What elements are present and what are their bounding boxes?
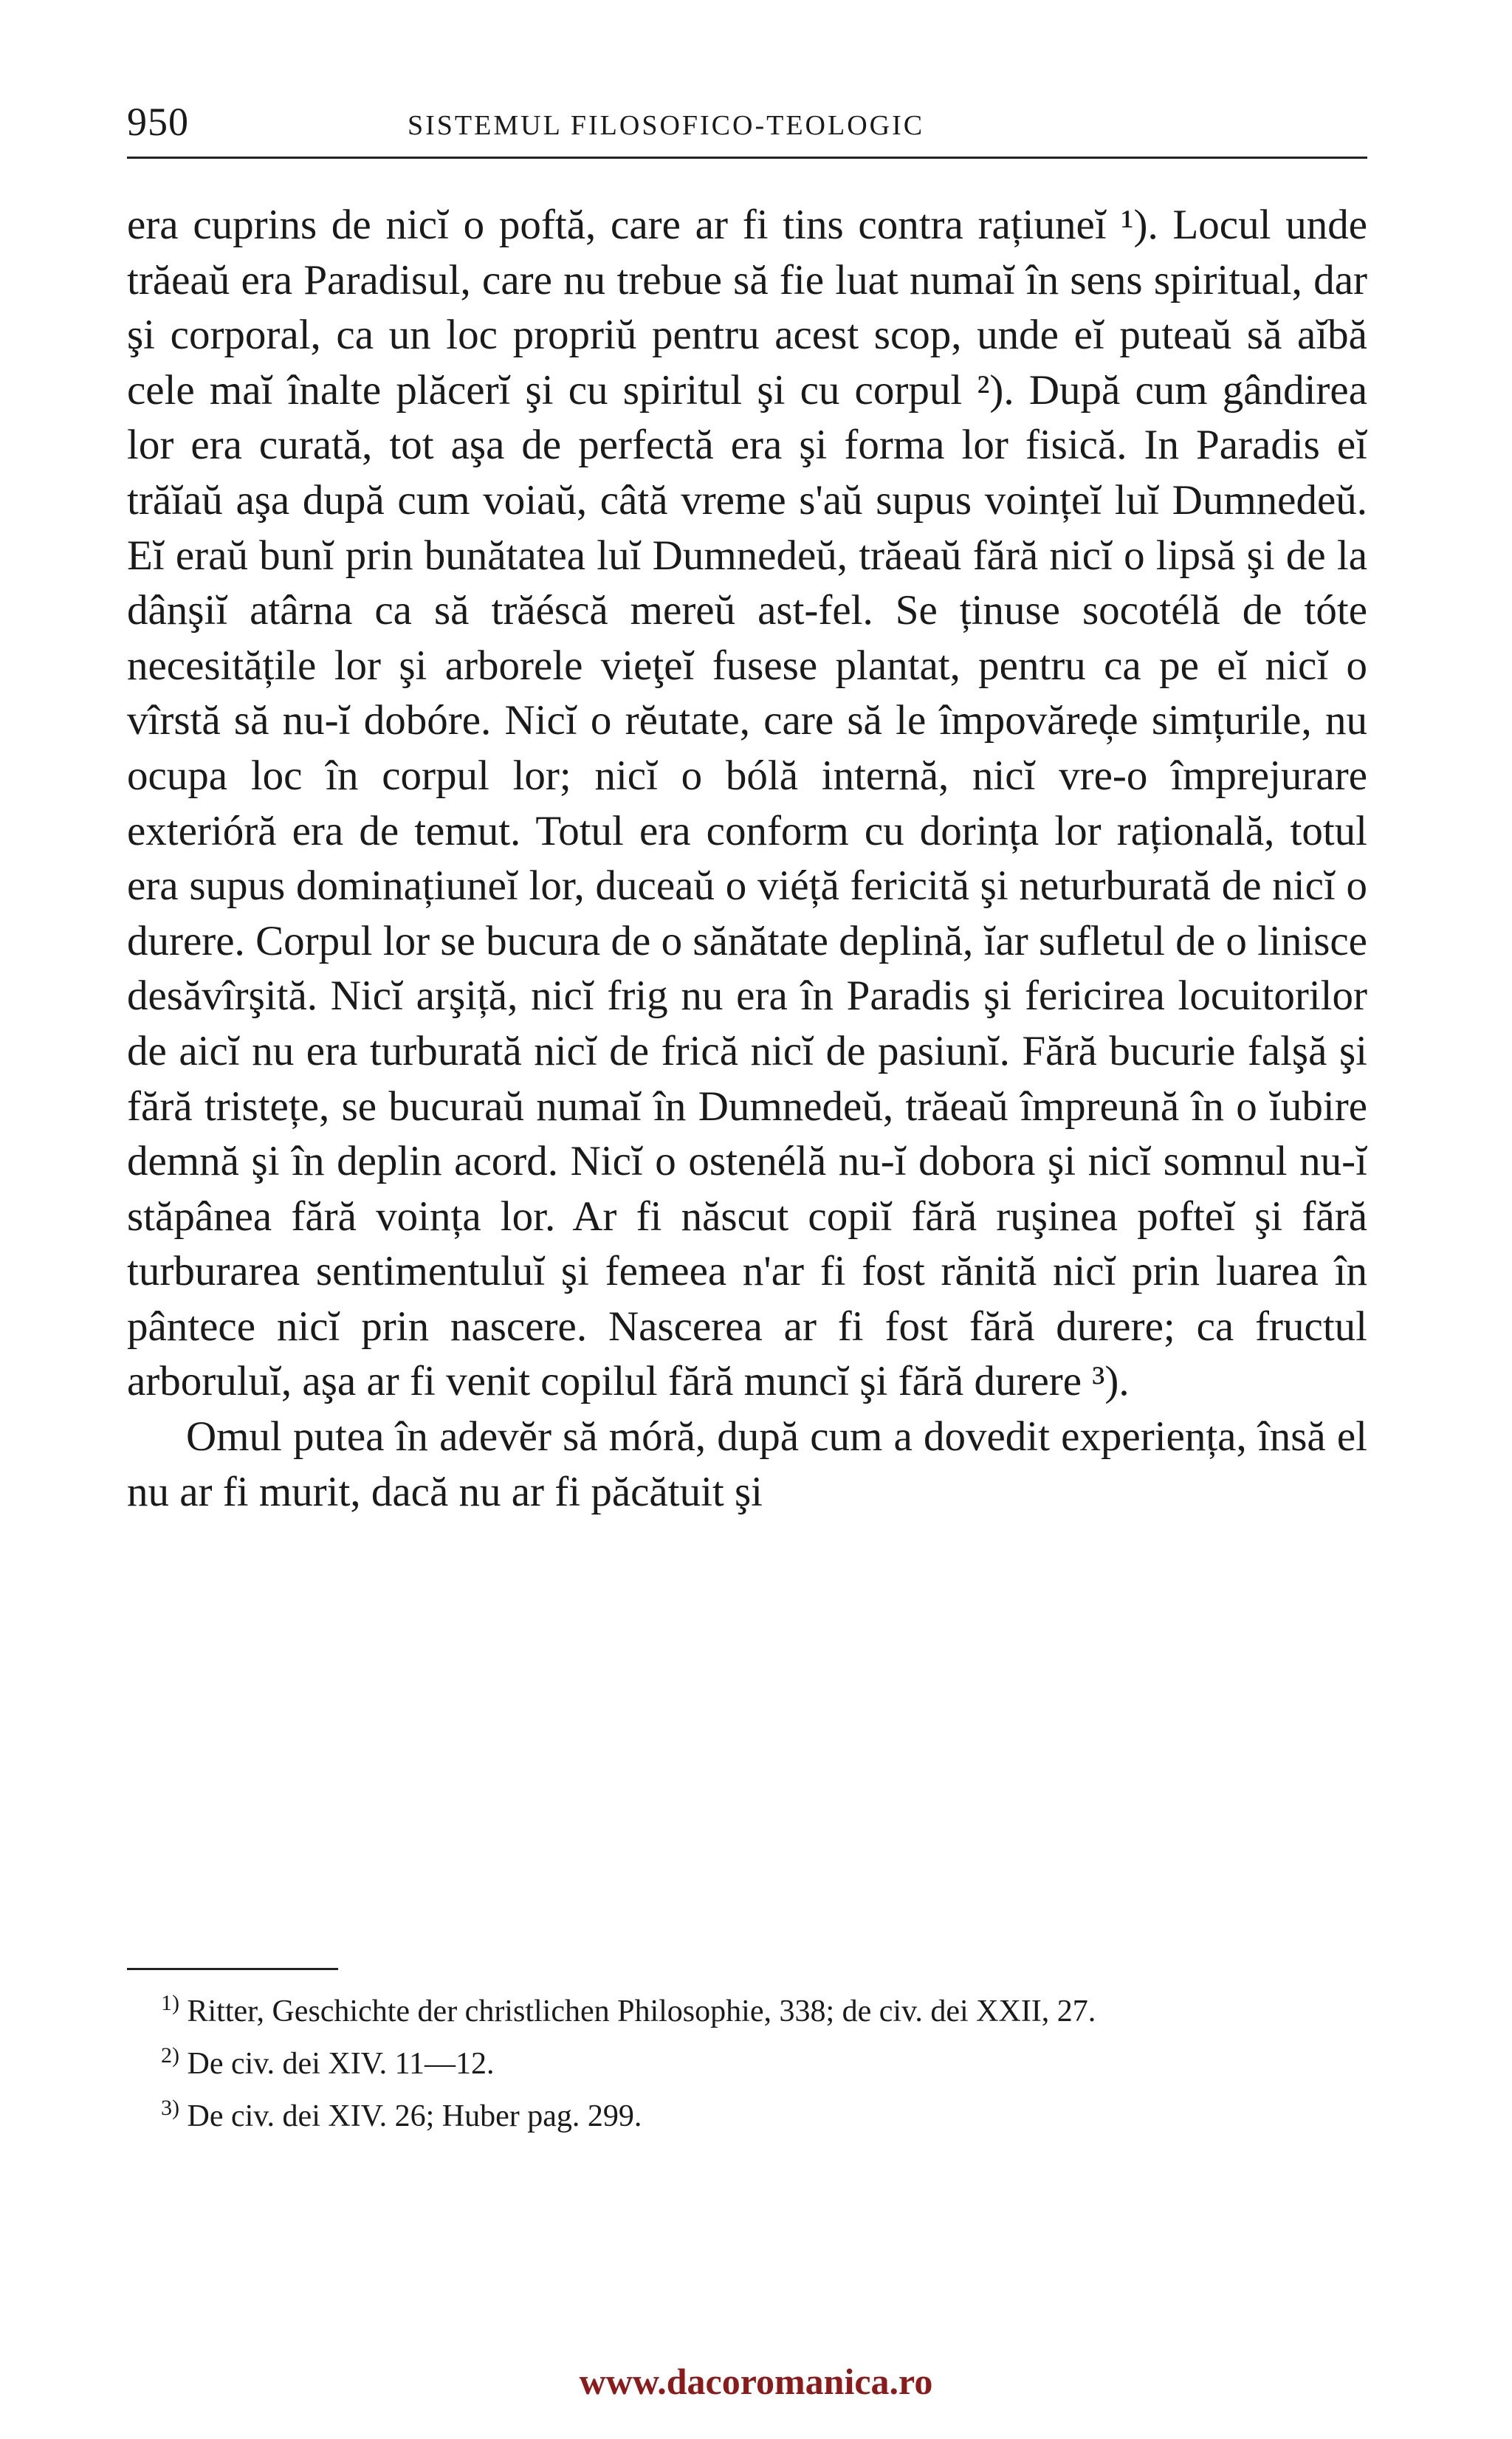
footnote-3 xyxy=(127,2095,1367,2138)
page-header xyxy=(127,90,1367,159)
main-text xyxy=(127,198,1367,1520)
footnotes xyxy=(127,1990,1367,2147)
footnote-2 xyxy=(127,2042,1367,2086)
watermark-link[interactable]: www.dacoromanica.ro xyxy=(579,2361,933,2402)
footnote-separator xyxy=(127,1968,338,1970)
paragraph-1: era cuprins de nicĭ o poftă, care ar fi tins contra rațiuneĭ ¹). Locul unde trăeaŭ era Paradisul, care nu trebue să fie luat numaĭ în sens spiritual, dar şi corporal, ca un loc propriŭ pentru acest scop, unde eĭ puteaŭ să aĭbă cele maĭ înalte plăcerĭ şi cu spiritul şi cu corpul ²). După cum gândirea lor era curată, tot aşa de perfectă era şi forma lor fisică. In Paradis eĭ trăĭaŭ aşa după cum voiaŭ, câtă vreme s'aŭ supus voințeĭ luĭ Dumnedeŭ. Eĭ eraŭ bunĭ prin bunătatea luĭ Dumnedeŭ, trăeaŭ fără nicĭ o lipsă şi de la dânşiĭ atârna ca să trăéscă mereŭ ast-fel. Se ținuse socotélă de tóte necesitățile lor şi arborele vieţeĭ fusese plantat, pentru ca pe eĭ nicĭ o vîrstă să nu-ĭ dobóre. Nicĭ o rĕutate, care să le împovăreḑe simțurile, nu ocupa loc în corpul lor; nicĭ o bólă internă, nicĭ vre-o împrejurare exterióră era de temut. Totul era conform cu dorința lor rațională, totul era supus dominațiuneĭ lor, duceaŭ o viéță fericită şi neturburată de nicĭ o durere. Corpul lor se bucura de o sănătate deplină, ĭar sufletul de o linisce desăvîrşită. Nicĭ arşiță, nicĭ frig nu era în Paradis şi fericirea locuitorilor de aicĭ nu era turburată nicĭ de frică nicĭ de pasiunĭ. Fără bucurie falşă şi fără tristețe, se bucuraŭ numaĭ în Dumnedeŭ, trăeaŭ împreună în o ĭubire demnă şi în deplin acord. Nicĭ o ostenélă nu-ĭ dobora şi nicĭ somnul nu-ĭ stăpânea fără voința lor. Ar fi născut copiĭ fără ruşinea pofteĭ şi fără turburarea sentimentuluĭ şi femeea n'ar fi fost rănită nicĭ prin luarea în pântece nicĭ prin nascere. Nascerea ar fi fost fără durere; ca fructul arboruluĭ, aşa ar fi venit copilul fără muncĭ şi fără durere ³). xyxy=(127,202,1367,1405)
running-title: SISTEMUL FILOSOFICO-TEOLOGIC xyxy=(408,110,925,141)
paragraph-2: Omul putea în adevĕr să móră, după cum a dovedit experiența, însă el nu ar fi murit, dacă nu ar fi păcătuit şi xyxy=(127,1413,1367,1515)
footnote-marker: 2) xyxy=(161,2043,179,2068)
page-number: 950 xyxy=(127,100,189,144)
footnote-marker: 3) xyxy=(161,2096,179,2120)
footnote-text: De civ. dei XIV. 26; Huber pag. 299. xyxy=(187,2099,642,2133)
footnote-1 xyxy=(127,1990,1367,2034)
footnote-marker: 1) xyxy=(161,1991,179,2015)
footnote-text: De civ. dei XIV. 11—12. xyxy=(187,2047,495,2081)
footnote-text: Ritter, Geschichte der christlichen Philosophie, 338; de civ. dei XXII, 27. xyxy=(187,1994,1096,2028)
